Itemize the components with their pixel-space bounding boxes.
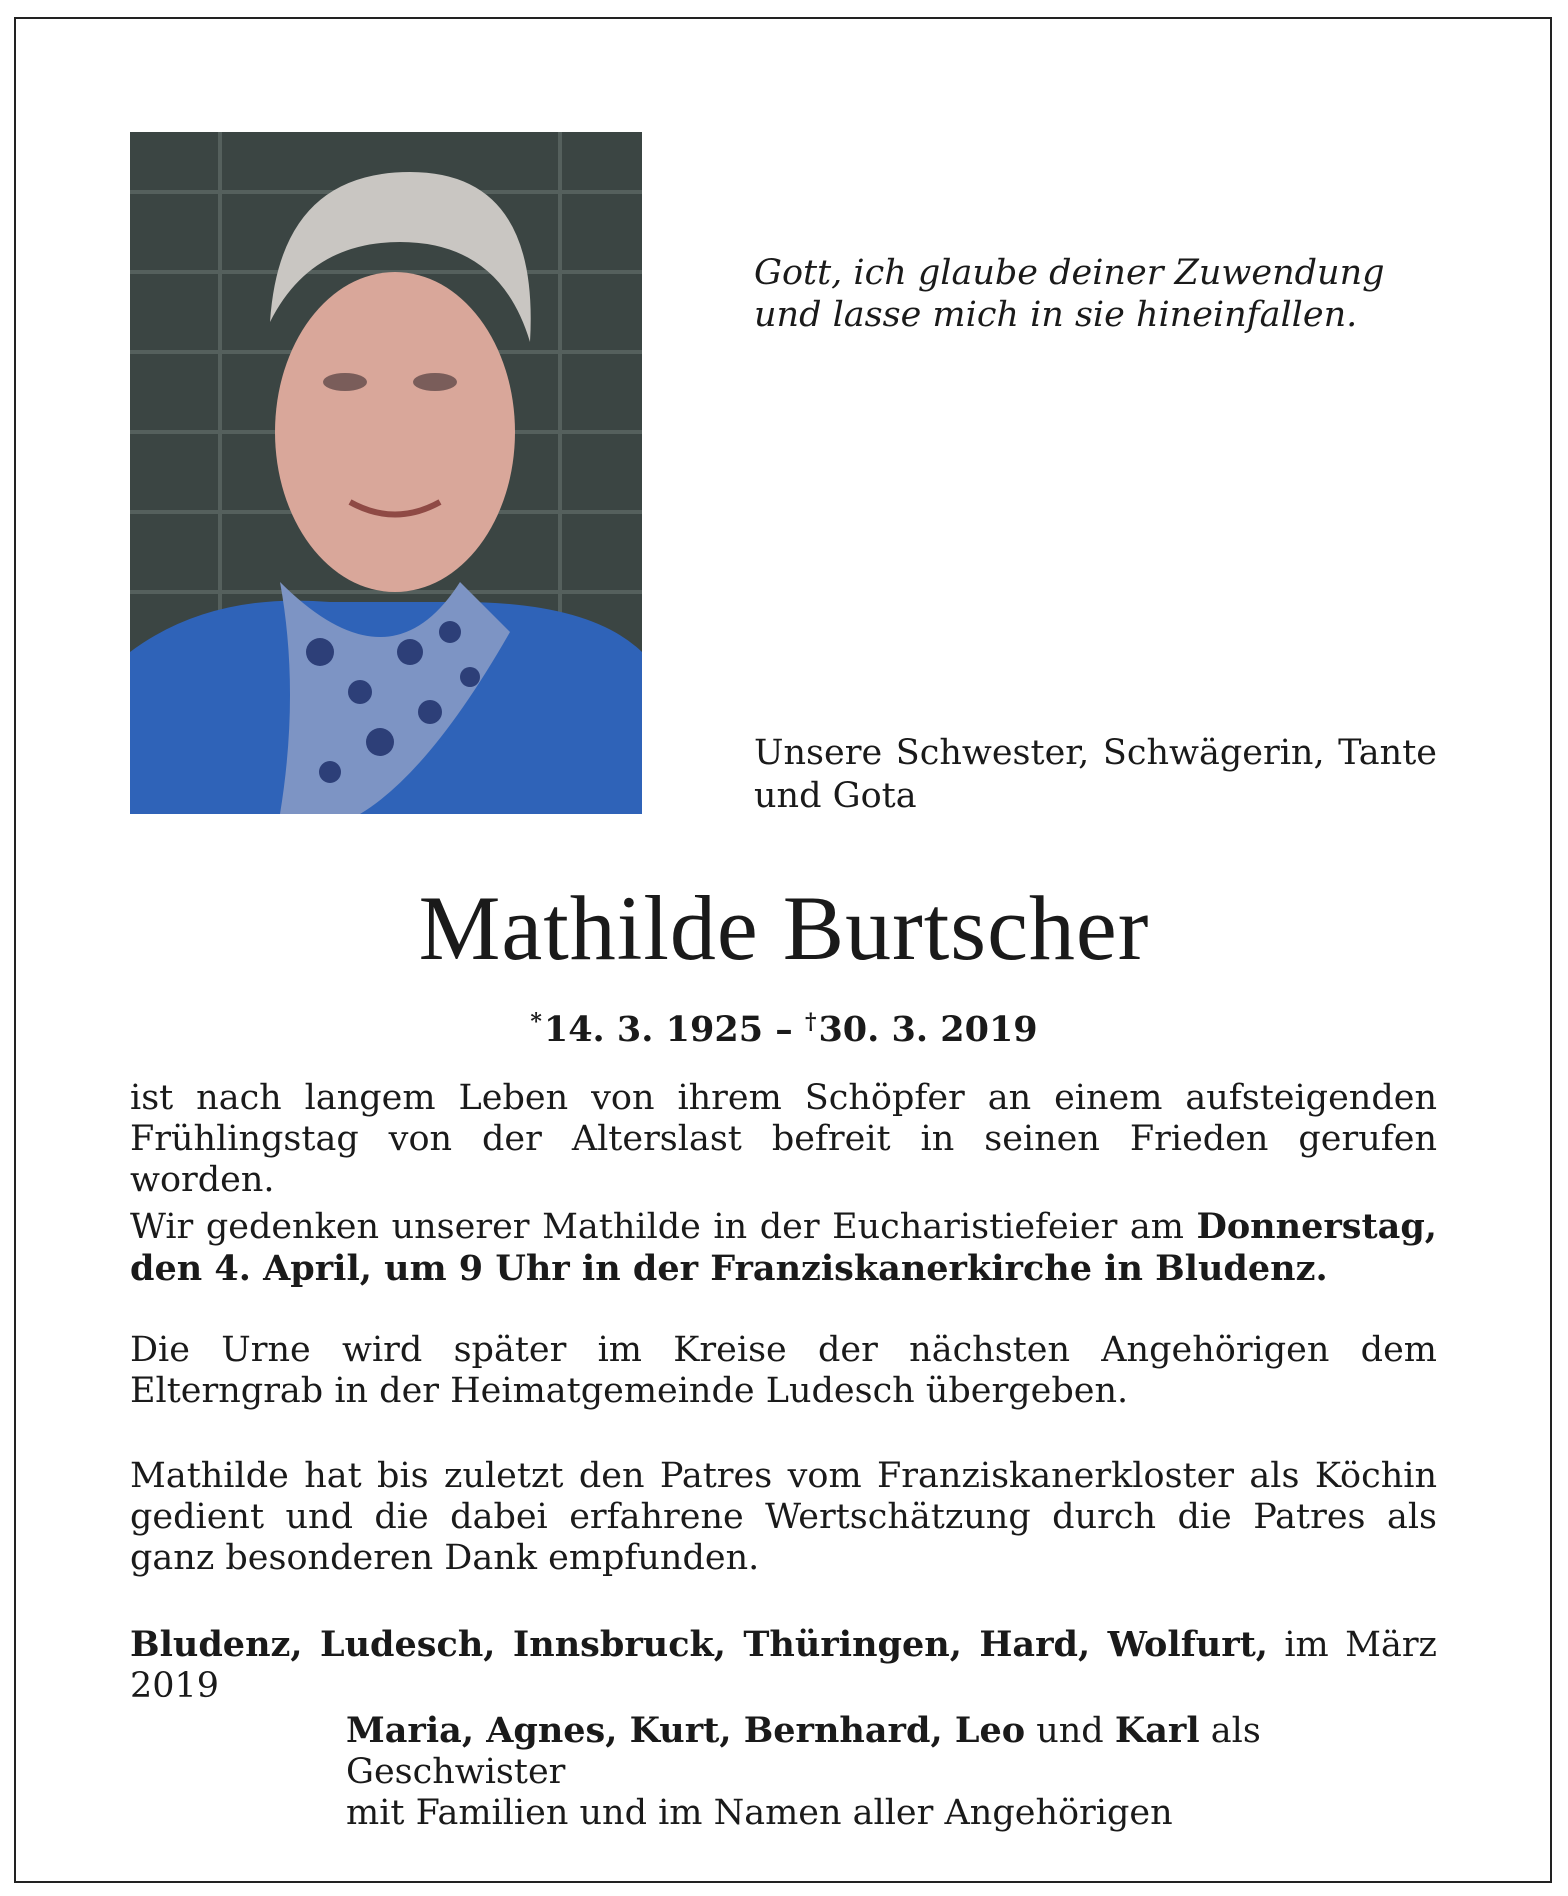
deceased-name: Mathilde Burtscher <box>418 877 1150 979</box>
last-sibling-name: Karl <box>1114 1710 1200 1751</box>
places: Bludenz, Ludesch, Innsbruck, Thüringen, Hard, Wolfurt, <box>130 1624 1268 1665</box>
and-word: und <box>1025 1711 1115 1751</box>
birth-date: 14. 3. 1925 <box>543 1009 764 1050</box>
birth-symbol: * <box>530 1009 542 1035</box>
signature-line-1 <box>346 1710 1437 1793</box>
motto-line-2: und lasse mich in sie hineinfallen. <box>754 295 1358 335</box>
portrait-photo <box>130 132 642 814</box>
life-dates <box>0 1000 1568 1052</box>
service-details: Donnerstag, den 4. April, um 9 Uhr in der Franziskanerkirche in Bludenz. <box>130 1206 1437 1289</box>
notice-date: im März 2019 <box>130 1625 1437 1706</box>
signature-line-2: mit Familien und im Namen aller Angehörigen <box>346 1793 1173 1833</box>
service-intro: Wir gedenken unserer Mathilde in der Eucharistiefeier am <box>130 1207 1197 1247</box>
death-date: 30. 3. 2019 <box>818 1009 1038 1050</box>
motto-line-1: Gott, ich glaube deiner Zuwendung <box>754 253 1385 293</box>
relation-text: als Geschwister <box>346 1711 1261 1792</box>
paragraph-service <box>130 1206 1437 1290</box>
signature-block <box>346 1710 1437 1834</box>
sibling-names: Maria, Agnes, Kurt, Bernhard, Leo <box>346 1710 1026 1751</box>
motto-quote <box>754 252 1454 336</box>
date-separator: – <box>763 1009 805 1050</box>
paragraph-urn: Die Urne wird später im Kreise der nächsten Angehörigen dem Elterngrab in der Heimatgemeinde Ludesch übergeben. <box>130 1330 1437 1411</box>
death-symbol: † <box>804 1009 817 1035</box>
paragraph-gratitude: Mathilde hat bis zuletzt den Patres vom Franziskanerkloster als Köchin gedient und die dabei erfahrene Wertschätzung durch die Patres als ganz besonderen Dank empfunden. <box>130 1456 1437 1578</box>
place-date <box>130 1624 1437 1707</box>
paragraph-death-notice: ist nach langem Leben von ihrem Schöpfer an einem aufsteigenden Frühlingstag von der Alterslast befreit in seinen Frieden gerufen worden. <box>130 1078 1437 1200</box>
intro-text: Unsere Schwester, Schwägerin, Tante und Gota <box>754 733 1437 816</box>
